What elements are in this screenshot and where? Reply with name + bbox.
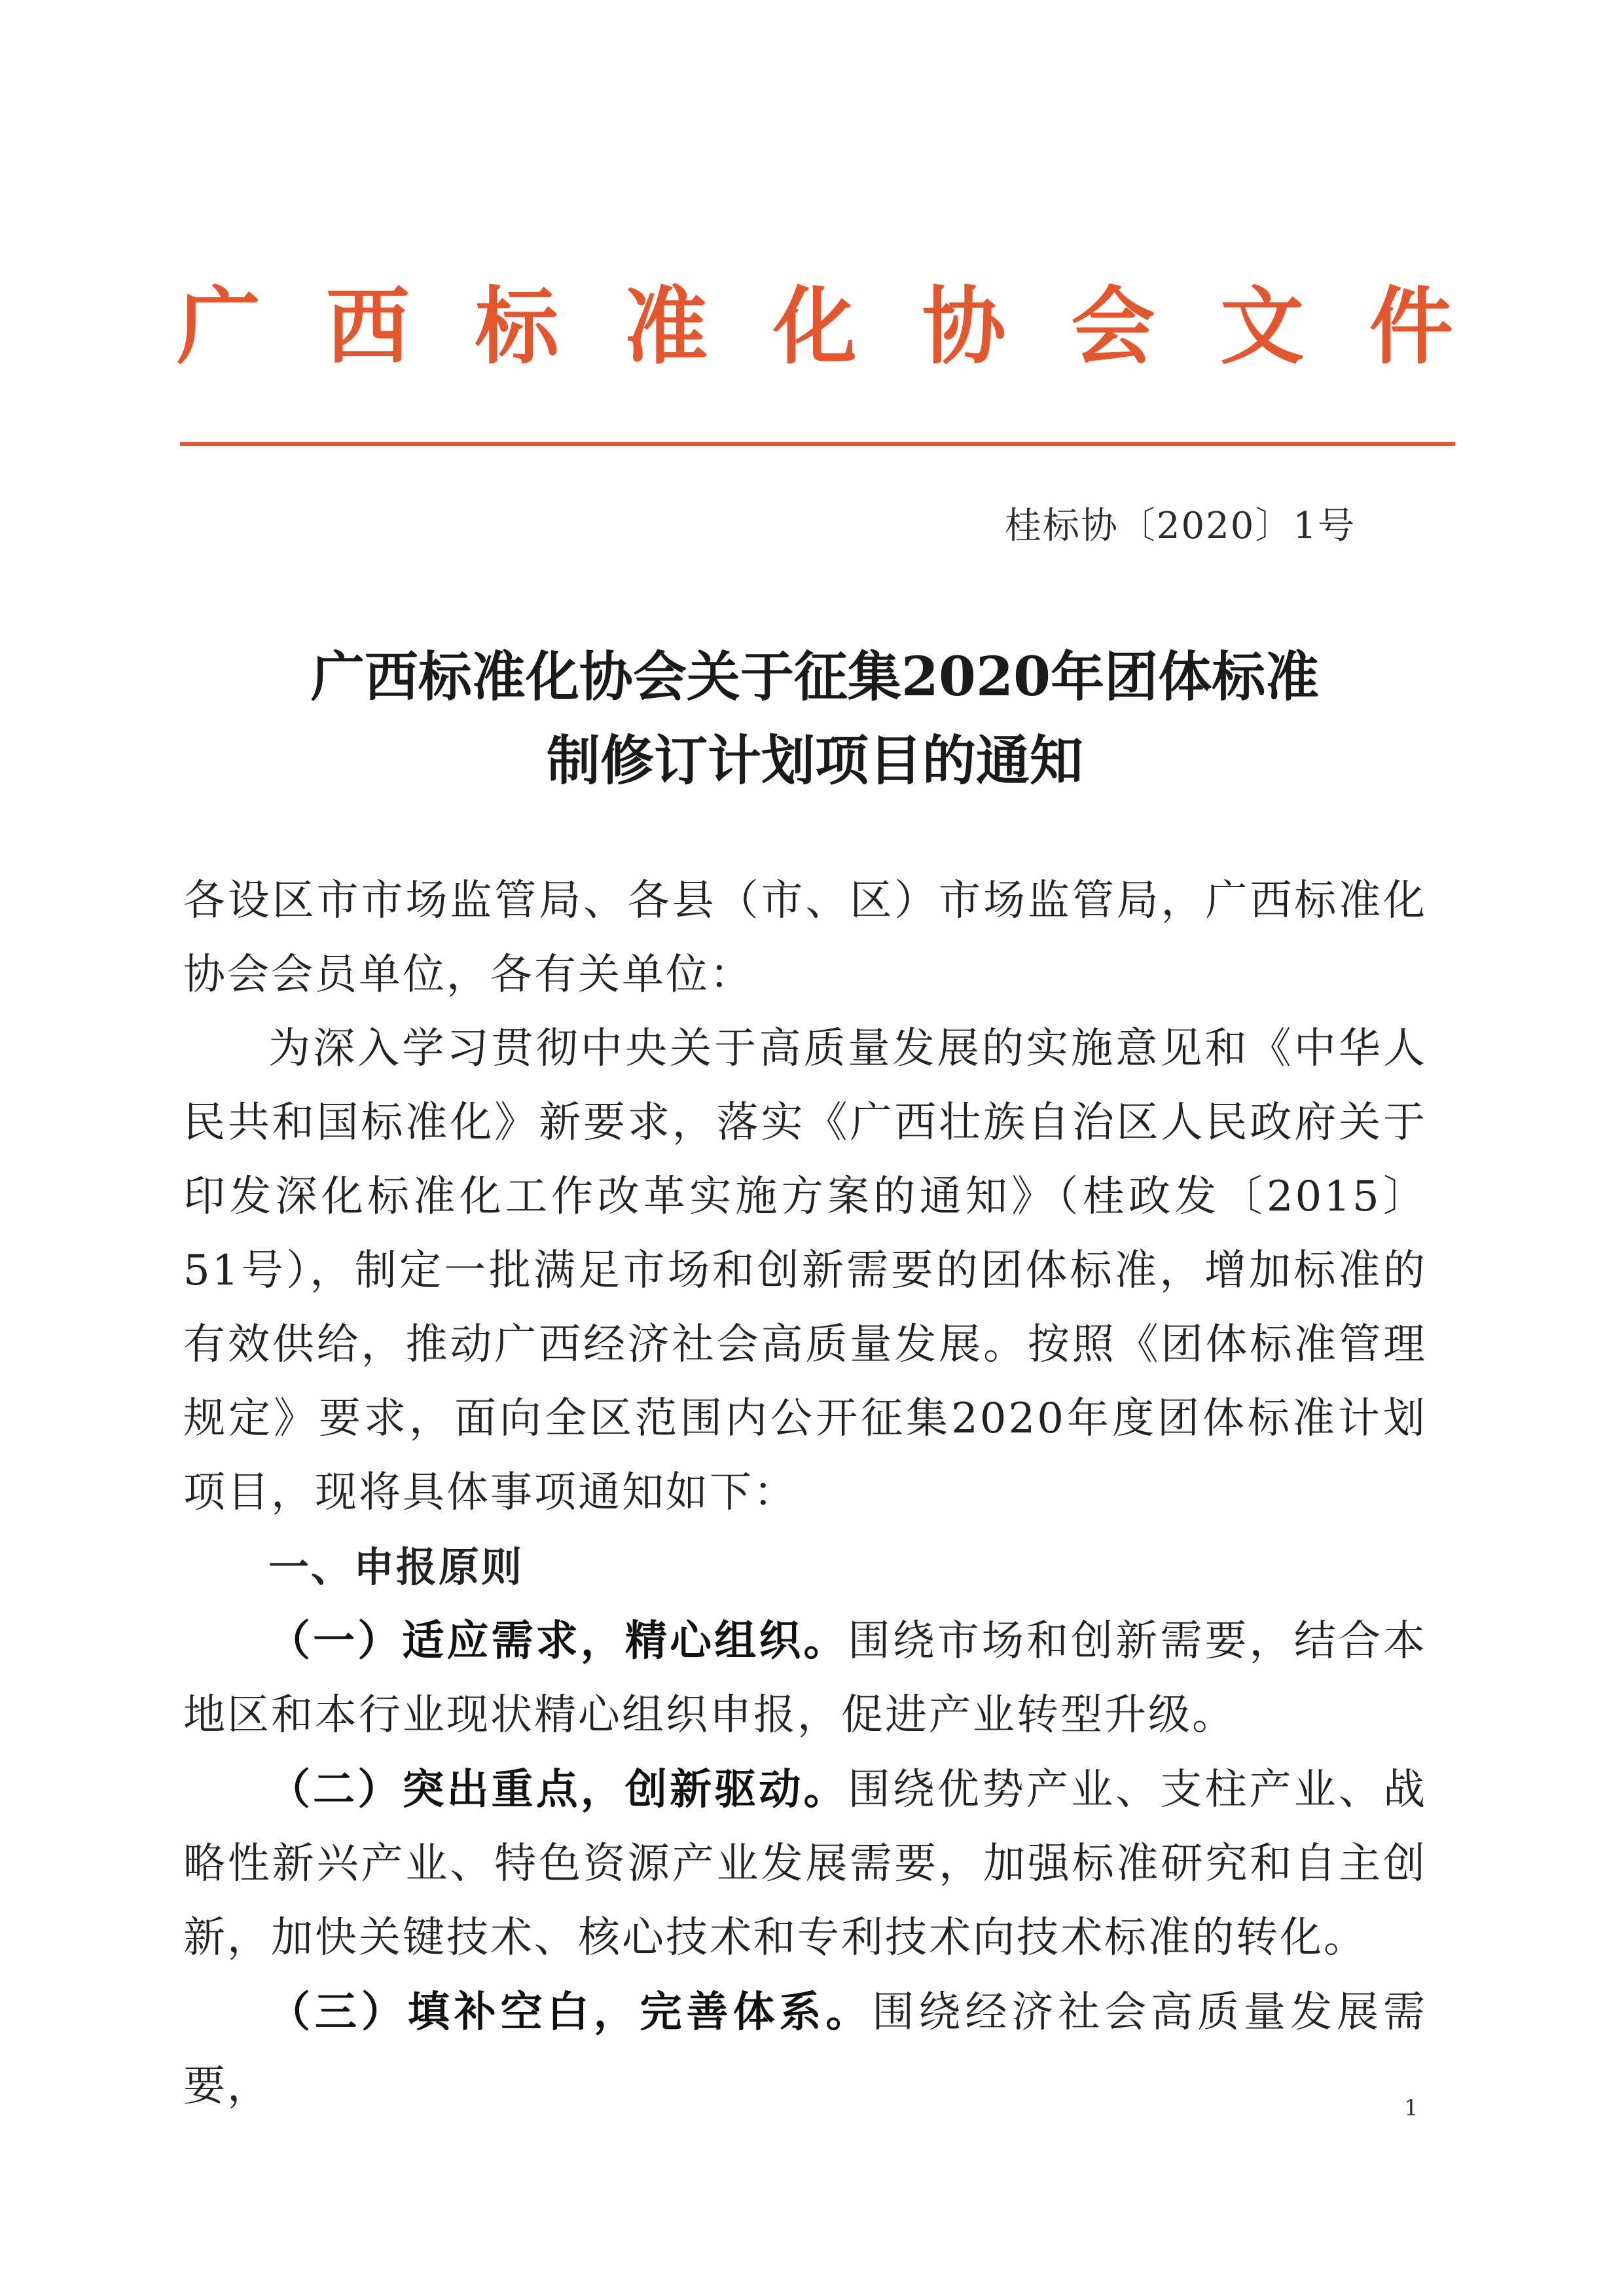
red-divider-line (180, 442, 1455, 446)
title-line-2: 制修订计划项目的通知 (546, 729, 1083, 792)
masthead-char: 会 (1071, 278, 1155, 376)
principle-text: 围绕经济社会高质量发展需要， (183, 1988, 1428, 2111)
masthead-char: 化 (772, 278, 857, 376)
section-heading: 一、申报原则 (268, 1543, 524, 1591)
principle-paragraph (183, 1753, 1427, 1975)
masthead (177, 262, 1453, 393)
salutation: 各设区市市场监管局、各县（市、区）市场监管局，广西标准化协会会员单位，各有关单位： (183, 877, 1427, 999)
document-number: 桂标协〔2020〕1号 (1004, 505, 1356, 547)
principle-lead: （三）填补空白，完善体系。 (268, 1988, 873, 2037)
masthead-char: 标 (475, 278, 559, 376)
document-title (177, 635, 1453, 803)
principle-lead: （一）适应需求，精心组织。 (268, 1616, 848, 1666)
principle-text: 围绕市场和创新需要，结合本地区和本行业现状精心组织申报，促进产业转型升级。 (183, 1617, 1428, 1740)
masthead-char: 广 (177, 278, 261, 376)
masthead-char: 西 (325, 278, 410, 376)
principle-lead: （二）突出重点，创新驱动。 (268, 1765, 848, 1814)
masthead-char: 文 (1220, 278, 1305, 376)
intro-paragraph: 为深入学习贯彻中央关于高质量发展的实施意见和《中华人民共和国标准化》新要求，落实《广西壮族自治区人民政府关于印发深化标准化工作改革实施方案的通知》（桂政发〔2015〕51号），制定一批满足市场和创新需要的团体标准，增加标准的有效供给，推动广西经济社会高质量发展。按照《团体标准管理规定》要求，面向全区范围内公开征集2020年度团体标准计划项目，现将具体事项通知如下： (183, 1025, 1427, 1517)
document-body (183, 864, 1427, 2124)
principle-text: 围绕优势产业、支柱产业、战略性新兴产业、特色资源产业发展需要，加强标准研究和自主创新，加快关键技术、核心技术和专利技术向技术标准的转化。 (183, 1766, 1428, 1962)
page-number: 1 (1404, 2095, 1418, 2121)
title-line-1: 广西标准化协会关于征集2020年团体标准 (310, 646, 1320, 708)
principle-paragraph (183, 1975, 1427, 2124)
masthead-char: 件 (1369, 278, 1453, 376)
principle-paragraph (183, 1604, 1427, 1753)
masthead-char: 协 (922, 278, 1006, 376)
masthead-char: 准 (624, 278, 708, 376)
